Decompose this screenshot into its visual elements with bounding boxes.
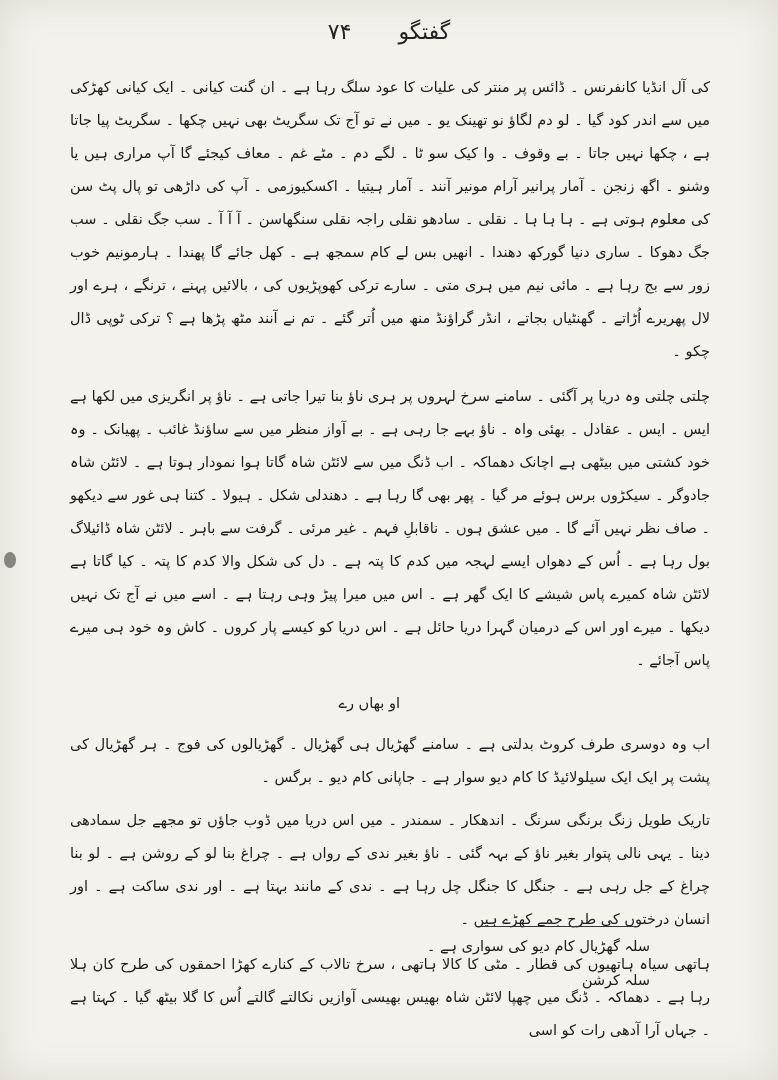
page-header bbox=[0, 20, 778, 56]
footnote-1: سلہ گھڑیال کام دیو کی سواری ہے ۔ bbox=[426, 939, 650, 955]
paragraph: کی آل انڈیا کانفرنس ۔ ڈائس پر منتر کی علیات کا عود سلگ رہا ہے ۔ ان گنت کیانی ۔ ایک کیانی کھڑکی میں سے اندر کود گیا ۔ لو دم لگاؤ نو تھینک یو ۔ میں نے تو آج تک سگریٹ بھی نہیں چکھا ۔ سگریٹ پیا جاتا ہے ، چکھا نہیں جاتا ۔ بے وقوف ۔ وا کیک سو ٹا ۔ لگے دم ۔ مٹے غم ۔ معاف کیجئے گا آپ مراری ہیں یا وشنو ۔ اگھ زنجن ۔ آمار پرانیر آرام مونیر آنند ۔ آمار ہیتیا ۔ اکسکیوزمی ۔ آپ کی داڑھی تو پال پٹ سن کی معلوم ہوتی ہے ۔ ہا ہا ہا ۔ نقلی ۔ سادھو نقلی راجہ نقلی سنگھاسن ۔ آ آ آ ۔ سب جگ نقلی ۔ سب جگ دھوکا ۔ ساری دنیا گورکھ دھندا ۔ انھیں بس لے کام سمجھ ہے ۔ کھل جائے گا پھندا ۔ ہارمونیم خوب زور سے بج رہا ہے ۔ مائی نیم میں ہری متی ۔ سارے ترکی کھوپڑیوں کی ، بالائیں پہنے ، ترنگے ، ہرے اور لال پھریرے اُڑاتے ۔ گھنٹیاں بجاتے ، انڈر گراؤنڈ منھ میں اُتر گئے ۔ تم نے آنند مٹھ پڑھا ہے ؟ ترکی ٹوپی ڈال چکو ۔ bbox=[70, 80, 710, 360]
body-text bbox=[70, 72, 710, 1058]
ink-blot bbox=[4, 552, 16, 568]
paragraph: تاریک طویل زنگ برنگی سرنگ ۔ اندھکار ۔ سمندر ۔ میں اس دریا میں ڈوب جاؤں تو مجھے جل سمادھی دینا ۔ یہی نالی پتوار بغیر ناؤ کے بہہ گئی ۔ ناؤ بغیر ندی کے رواں ہے ۔ چراغ بنا لو کے روشن ہے ۔ لو بنا چراغ کے جل رہی ہے ۔ جنگل کا جنگل چل رہا ہے ۔ ندی کے مانند بہتا ہے ۔ اور ندی ساکت ہے ۔ اور انسان درختوں کی طرح جمے کھڑے ہیں ۔ bbox=[70, 813, 710, 928]
paragraph: ہاتھی سیاہ ہاتھیوں کی قطار ۔ مٹی کا کالا ہاتھی ، سرخ تالاب کے کنارے کھڑا احمقوں کی طرح کان ہلا رہا ہے ۔ دھماکہ ۔ ڈنگ میں چھپا لائٹن شاہ بھیس بھیسی آوازیں نکالتے گالتے اُس کا گلا بیٹھ گیا ۔ کہتا ہے ۔ جہاں آرا آدھی رات کو اسی bbox=[70, 957, 710, 1039]
footnotes bbox=[70, 930, 710, 998]
footnote-divider bbox=[478, 926, 638, 927]
paragraph: چلتی چلتی وہ دریا پر آگئی ۔ سامنے سرخ لہروں پر ہری ناؤ بنا تیرا جاتی ہے ۔ ناؤ پر انگریزی میں لکھا ہے ایس ۔ ایس ۔ عقادل ۔ بھئی واہ ۔ ناؤ بہے جا رہی ہے ۔ بے آواز منظر میں سے ساؤنڈ غائب ۔ پھیانک ۔ وہ خود کشتی میں بیٹھی ہے اچانک دھماکہ ۔ اب ڈنگ میں سے لائٹن شاہ گاتا ہوا نمودار ہوتا ہے ۔ لائٹن شاہ جادوگر ۔ سیکڑوں برس ہوئے مر گیا ۔ پھر بھی گا رہا ہے ۔ دھندلی شکل ۔ ہیولا ۔ کتنا ہی غور سے دیکھو ۔ صاف نظر نہیں آئے گا ۔ میں عشق ہوں ۔ ناقابلِ فہم ۔ غیر مرئی ۔ گرفت سے باہر ۔ لائٹن شاہ ڈائیلاگ بول رہا ہے ۔ اُس کے دھواں ایسے لہجہ میں کدم کا پتہ ہے ۔ دل کی شکل والا کدم کا پتہ ۔ کیا گاتا ہے لائٹن شاہ کمیرے پاس شیشے کا ایک گھر ہے ۔ اس میں میرا پیڑ وہی رہتا ہے ۔ اسے میں نے آج تک نہیں دیکھا ۔ میرے اور اس کے درمیان گہرا دریا حائل ہے ۔ اس دریا کو کیسے پار کروں ۔ کاش وہ خود ہی میرے پاس آجائے ۔ bbox=[70, 389, 710, 669]
page-number: ۷۴ bbox=[327, 20, 352, 45]
paragraph: اب وہ دوسری طرف کروٹ بدلتی ہے ۔ سامنے گھڑیال ہی گھڑیال ۔ گھڑیالوں کی فوج ۔ ہر گھڑیال کی پشت پر ایک ایک سیلولائیڈ کا کام دیو سوار ہے ۔ جاپانی کام دیو ۔ برگس ۔ bbox=[70, 737, 710, 786]
page-title: گفتگو bbox=[398, 20, 451, 45]
short-line: او بھاں رے bbox=[338, 696, 400, 712]
footnote-2: سلہ کرشن bbox=[581, 973, 650, 989]
